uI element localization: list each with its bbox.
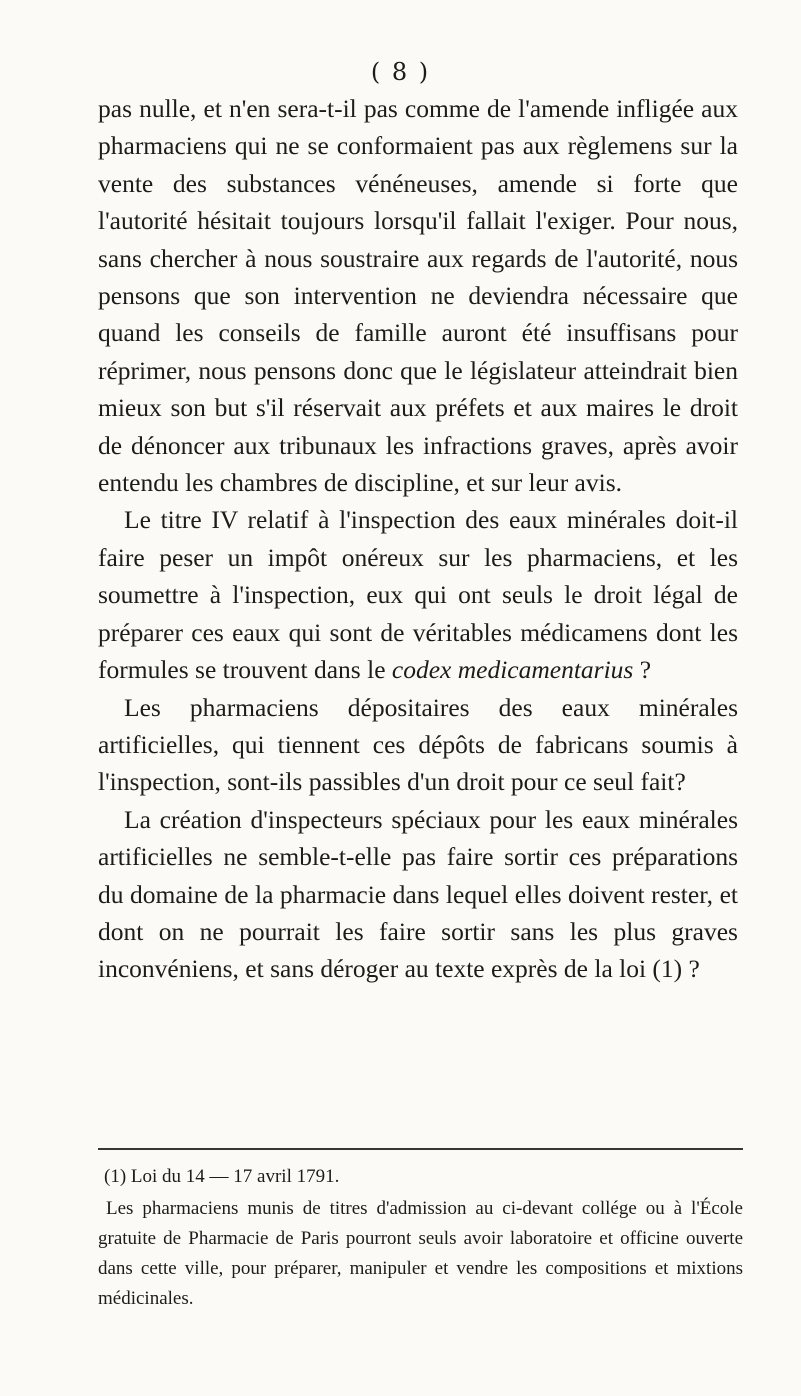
paragraph-2-text: Le titre IV relatif à l'inspection des eaux minérales doit-il faire peser un impôt onéreux sur les pharmaciens, et les soumettre à l'inspection, eux qui ont seuls le droit légal de préparer ces eaux qui sont de véritables médicamens dont les formules se trouvent dans le [98, 505, 738, 685]
paragraph-4: La création d'inspecteurs spéciaux pour les eaux minérales artificielles ne semble-t-elle pas faire sortir ces préparations du domaine de la pharmacie dans lequel elles doivent rester, et dont on ne pourrait les faire sortir sans les plus graves inconvéniens, et sans déroger au texte exprès de la loi (1) ? [98, 804, 738, 984]
paragraph-1: pas nulle, et n'en sera-t-il pas comme de l'amende infligée aux pharmaciens qui ne se conformaient pas aux règlemens sur la vente des substances vénéneuses, amende si forte que l'autorité hésitait toujours lorsqu'il fallait l'exiger. Pour nous, sans chercher à nous soustraire aux regards de l'autorité, nous pensons que son intervention ne deviendra nécessaire que quand les conseils de famille auront été insuffisans pour réprimer, nous pensons donc que le législateur atteindrait bien mieux son but s'il réservait aux préfets et aux maires le droit de dénoncer aux tribunaux les infractions graves, après avoir entendu les chambres de discipline, et sur leur avis. [98, 94, 738, 498]
paragraph-2-end: ? [633, 655, 652, 685]
footnote-text: Les pharmaciens munis de titres d'admission au ci-devant collége ou à l'École gratuite de Pharmacie de Paris pourront seuls avoir laboratoire et officine ouverte dans cette ville, pour préparer, manipuler et vendre les compositions et mixtions médicinales. [98, 1198, 743, 1309]
footnote-title: Loi du 14 — 17 avril 1791. [130, 1166, 340, 1187]
paragraph-3: Les pharmaciens dépositaires des eaux minérales artificielles, qui tiennent ces dépôts de fabricans soumis à l'inspection, sont-ils passibles d'un droit pour ce seul fait? [98, 692, 738, 797]
main-text [98, 90, 738, 988]
page-number: ( 8 ) [370, 58, 431, 86]
codex-title: codex medicamentarius [391, 655, 634, 685]
footnote-block [98, 1162, 743, 1314]
footnote-heading [104, 1162, 743, 1192]
footnote-marker: (1) [104, 1166, 127, 1187]
paragraph-2 [98, 501, 738, 688]
footnote-divider [98, 1148, 743, 1150]
